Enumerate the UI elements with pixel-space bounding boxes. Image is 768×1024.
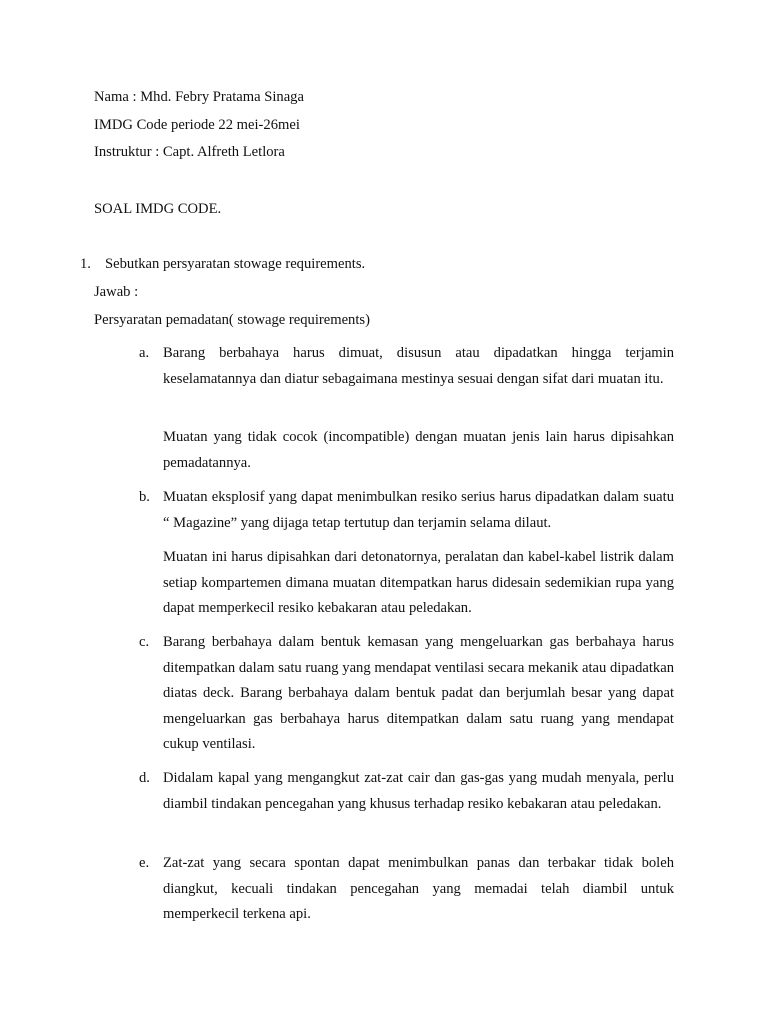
instructor-name: Instruktur : Capt. Alfreth Letlora [94, 144, 285, 160]
item-letter-e: e. [139, 855, 150, 871]
answer-intro: Persyaratan pemadatan( stowage requirements) [94, 312, 370, 328]
item-d-paragraph-1: Didalam kapal yang mengangkut zat-zat cair dan gas-gas yang mudah menyala, perlu diambil tindakan pencegahan yang khusus terhadap resiko kebakaran atau peledakan. [163, 770, 674, 812]
item-e-paragraph-1: Zat-zat yang secara spontan dapat menimbulkan panas dan terbakar tidak boleh diangkut, kecuali tindakan pencegahan yang memadai telah diambil untuk memperkecil terkena api. [163, 855, 674, 922]
question-text: Sebutkan persyaratan stowage requirements. [105, 256, 366, 272]
answer-label: Jawab : [94, 284, 139, 300]
item-b-paragraph-1: Muatan eksplosif yang dapat menimbulkan resiko serius harus dipadatkan dalam suatu “ Magazine” yang dijaga tetap tertutup dan terjamin selama dilaut. [163, 489, 674, 531]
item-letter-a: a. [139, 345, 150, 361]
item-letter-b: b. [139, 489, 150, 505]
item-a-paragraph-1: Barang berbahaya harus dimuat, disusun atau dipadatkan hingga terjamin keselamatannya dan diatur sebagaimana mestinya sesuai dengan sifat dari muatan itu. [163, 345, 674, 387]
student-name: Nama : Mhd. Febry Pratama Sinaga [94, 89, 304, 105]
item-c-paragraph-1: Barang berbahaya dalam bentuk kemasan yang mengeluarkan gas berbahaya harus ditempatkan dalam satu ruang yang mendapat ventilasi secara mekanik atau dipadatkan diatas deck. Barang berbahaya dalam bentuk padat dan berjumlah besar yang dapat mengeluarkan gas berbahaya harus ditempatkan dalam satu ruang yang mendapat cukup ventilasi. [163, 634, 674, 752]
item-letter-c: c. [139, 634, 150, 650]
course-period: IMDG Code periode 22 mei-26mei [94, 117, 300, 133]
item-letter-d: d. [139, 770, 150, 786]
item-b-paragraph-2: Muatan ini harus dipisahkan dari detonatornya, peralatan dan kabel-kabel listrik dalam setiap kompartemen dimana muatan ditempatkan harus didesain sedemikian rupa yang dapat memperkecil resiko kebakaran atau peledakan. [163, 549, 674, 616]
question-number: 1. [80, 256, 91, 272]
item-a-paragraph-2: Muatan yang tidak cocok (incompatible) dengan muatan jenis lain harus dipisahkan pemadatannya. [163, 429, 674, 471]
section-title: SOAL IMDG CODE. [94, 201, 222, 217]
